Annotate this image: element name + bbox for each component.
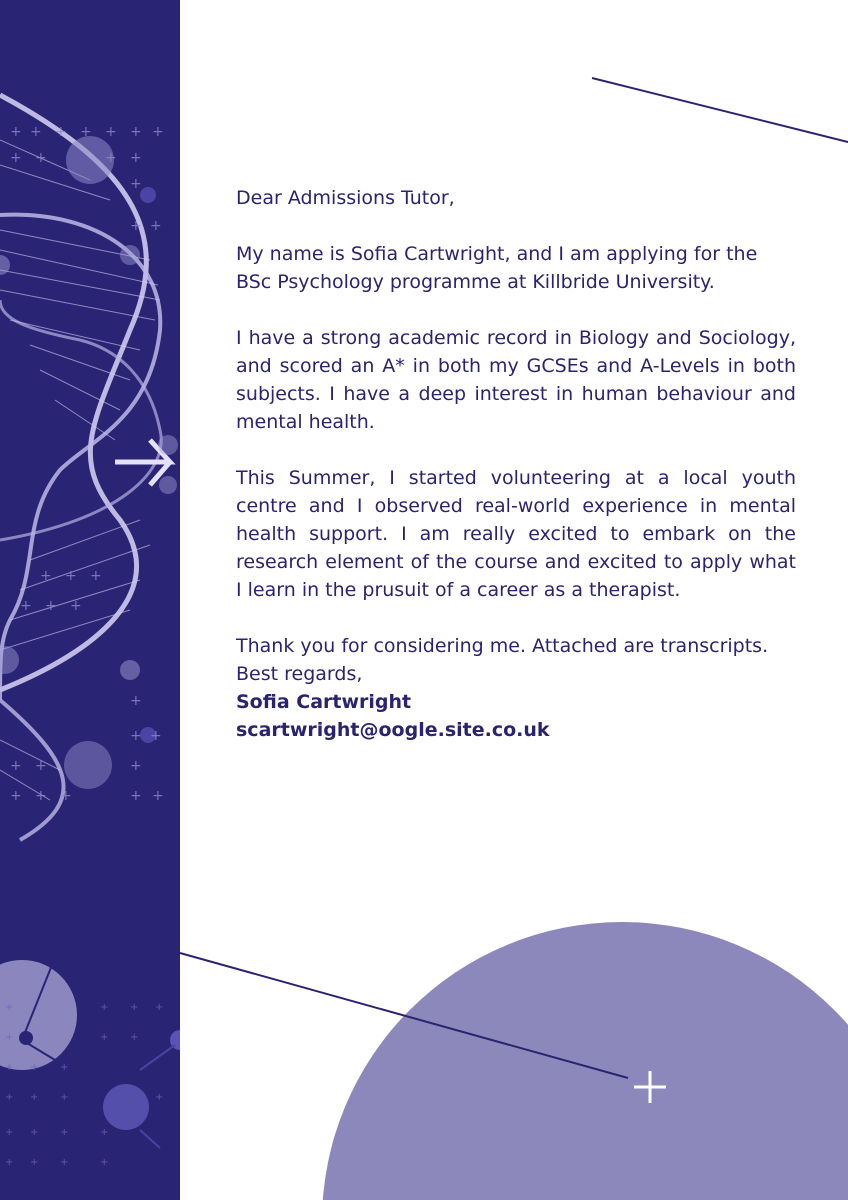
svg-text:+: +	[60, 1127, 69, 1138]
svg-text:+: +	[5, 1062, 14, 1073]
svg-text:+: +	[40, 568, 52, 584]
paragraph-experience: This Summer, I started volunteering at a local youth centre and I observed real-world experience in mental health support. I am really excited to embark on the research element of the course and excited to apply what I learn in the prusuit of a career as a therapist.	[236, 467, 796, 601]
bottom-right-circle	[322, 922, 848, 1200]
svg-text:+: +	[20, 598, 32, 614]
cover-letter	[236, 184, 796, 744]
svg-text:+: +	[130, 758, 142, 774]
svg-text:+: +	[60, 1062, 69, 1073]
svg-text:+: +	[5, 1157, 14, 1168]
paragraph-thanks: Thank you for considering me. Attached are transcripts.	[236, 635, 769, 657]
closing: Best regards,	[236, 663, 363, 685]
svg-text:+: +	[30, 124, 42, 140]
svg-text:+: +	[90, 568, 102, 584]
svg-text:+: +	[60, 788, 72, 804]
svg-text:+: +	[35, 150, 47, 166]
svg-text:+: +	[10, 124, 22, 140]
svg-text:+: +	[150, 218, 162, 234]
svg-text:+: +	[100, 1127, 109, 1138]
svg-text:+: +	[30, 1092, 39, 1103]
svg-text:+: +	[130, 124, 142, 140]
svg-text:+: +	[35, 788, 47, 804]
svg-text:+: +	[130, 728, 142, 744]
svg-text:+: +	[100, 1032, 109, 1043]
svg-text:+: +	[30, 1157, 39, 1168]
svg-text:+: +	[100, 1002, 109, 1013]
signature-email[interactable]: scartwright@oogle.site.co.uk	[236, 719, 550, 741]
svg-text:+: +	[10, 788, 22, 804]
svg-text:+: +	[130, 150, 142, 166]
svg-text:+: +	[5, 1127, 14, 1138]
svg-text:+: +	[80, 124, 92, 140]
svg-text:+: +	[35, 758, 47, 774]
paragraph-introduction: My name is Sofia Cartwright, and I am applying for the BSc Psychology programme at Killbride University.	[236, 243, 758, 293]
svg-text:+: +	[30, 1062, 39, 1073]
svg-text:+: +	[5, 1032, 14, 1043]
svg-text:+: +	[100, 1157, 109, 1168]
svg-text:+: +	[155, 1002, 164, 1013]
svg-text:+: +	[130, 788, 142, 804]
svg-text:+: +	[152, 124, 164, 140]
svg-text:+: +	[30, 1127, 39, 1138]
paragraph-academics: I have a strong academic record in Biology and Sociology, and scored an A* in both my GCSEs and A-Levels in both subjects. I have a deep interest in human behaviour and mental health.	[236, 327, 796, 433]
svg-text:+: +	[5, 1092, 14, 1103]
svg-text:+: +	[130, 176, 142, 192]
svg-text:+: +	[10, 758, 22, 774]
svg-text:+: +	[65, 568, 77, 584]
svg-text:+: +	[10, 150, 22, 166]
svg-text:+: +	[45, 598, 57, 614]
svg-text:+: +	[130, 1002, 139, 1013]
signature-name: Sofia Cartwright	[236, 691, 412, 713]
svg-text:+: +	[130, 693, 142, 709]
svg-text:+: +	[150, 728, 162, 744]
svg-text:+: +	[105, 150, 117, 166]
svg-text:+: +	[105, 124, 117, 140]
salutation: Dear Admissions Tutor,	[236, 187, 455, 209]
svg-text:+: +	[60, 1092, 69, 1103]
svg-text:+: +	[70, 598, 82, 614]
svg-text:+: +	[130, 218, 142, 234]
top-right-accent-line	[592, 78, 848, 142]
svg-text:+: +	[55, 124, 67, 140]
svg-text:+: +	[155, 1092, 164, 1103]
svg-text:+: +	[130, 1032, 139, 1043]
svg-text:+: +	[152, 788, 164, 804]
svg-text:+: +	[5, 1002, 14, 1013]
svg-text:+: +	[60, 1157, 69, 1168]
